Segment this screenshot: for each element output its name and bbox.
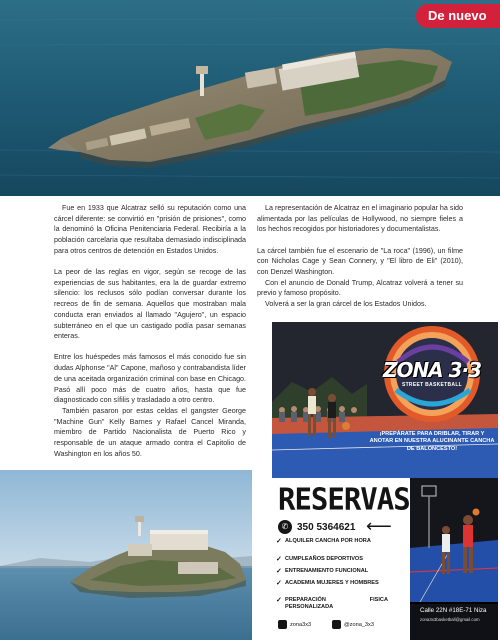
paragraph: La cárcel también fue el escenario de "La roca" (1996), un filme con Nicholas Cage y Sean Connery, y "El libro de Eli" (2010), con Denzel Washington. bbox=[257, 246, 463, 277]
zona3x3-advertisement[interactable] bbox=[272, 322, 498, 640]
players-photo bbox=[410, 478, 498, 602]
phone-number: 350 5364621 bbox=[297, 521, 356, 533]
article-left-column bbox=[54, 203, 246, 459]
arrow-left-icon: ⟵ bbox=[366, 516, 392, 536]
service-item: ✓ CUMPLEAÑOS DEPORTIVOS bbox=[276, 556, 364, 563]
phone-icon: ✆ bbox=[278, 520, 292, 534]
check-icon: ✓ bbox=[276, 538, 282, 545]
paragraph: La peor de las reglas en vigor, según se recoge de las experiencias de sus habitantes, era la de guardar extremo silencio: los reclusos sólo podían conversar durante los recreos de fin de semana. Aquellos que mostraban mala conducta eran enviados al llamado "Agujero", un espacio subterráneo en el que un castigado podía pasar semanas enteras. bbox=[54, 268, 246, 341]
ad-promo-text: ¡PREPÁRATE PARA DRIBLAR, TIRAR Y ANOTAR EN NUESTRA ALUCINANTE CANCHA DE BALONCESTO! bbox=[369, 431, 495, 452]
service-item: ✓ ACADEMIA MUJERES Y HOMBRES bbox=[276, 580, 379, 587]
facebook-icon bbox=[332, 620, 341, 629]
paragraph: Fue en 1933 que Alcatraz selló su reputación como una cárcel diferente: se convirtió en "prisión de prisiones", como la denominó la Oficina Penitenciaria Federal. Recibiría a la población carcelaria que resultaba demasiado indisciplinada para otros centros de detención en Estados Unidos. bbox=[54, 204, 246, 255]
service-item: ✓ PREPARACIÓN FISICA PERSONALIZADA bbox=[276, 597, 388, 610]
phone-line[interactable] bbox=[278, 520, 355, 534]
paragraph: Con el anuncio de Donald Trump, Alcatraz volverá a tener su previo y famoso propósito. bbox=[257, 278, 463, 298]
zona3x3-logo-title: ZONA 3·3 bbox=[382, 358, 482, 382]
facebook-link[interactable]: @zona_3x3 bbox=[332, 620, 374, 629]
address-box bbox=[410, 604, 498, 640]
instagram-link[interactable]: zona3x3 bbox=[278, 620, 311, 629]
basketball-court-photo bbox=[272, 322, 498, 482]
paragraph: La representación de Alcatraz en el imaginario popular ha sido alimentada por las películas de Hollywood, no siempre fieles a los hechos recogidos por historiadores y documentalistas. bbox=[257, 204, 463, 234]
check-icon: ✓ bbox=[276, 597, 282, 604]
alcatraz-aerial-photo bbox=[0, 0, 500, 196]
instagram-icon bbox=[278, 620, 287, 629]
reservations-title: RESERVAS bbox=[278, 481, 410, 517]
paragraph: También pasaron por estas celdas el gangster George "Machine Gun" Kelly Barnes y Rafael Cancel Miranda, miembro de Partido Nacionalista de Puerto Rico y responsable de un ataque armado contra el Capitolio de Washington en los años 50. bbox=[54, 406, 246, 458]
email: zona3x3basketball@gmail.com bbox=[420, 617, 480, 622]
alcatraz-island-photo bbox=[0, 470, 252, 640]
article-right-column bbox=[257, 203, 463, 310]
reservation-panel bbox=[272, 478, 410, 640]
service-item: ✓ ENTRENAMIENTO FUNCIONAL bbox=[276, 568, 369, 575]
section-badge: De nuevo bbox=[416, 4, 500, 28]
check-icon: ✓ bbox=[276, 556, 282, 563]
zona3x3-logo-subtitle: STREET BASKETBALL bbox=[401, 382, 463, 388]
service-item: ✓ ALQUILER CANCHA POR HORA bbox=[276, 538, 371, 545]
check-icon: ✓ bbox=[276, 568, 282, 575]
paragraph: Entre los huéspedes más famosos el más conocido fue sin dudas Alphonse "Al" Capone, mañoso y contrabandista líder de una aceitada organización criminal con base en Chicago. Pasó allí poco más de cuatro años, hasta que fue diagnosticado con sífilis y trasladado a otro centro. bbox=[54, 353, 246, 405]
paragraph: Volverá a ser la gran cárcel de los Estados Unidos. bbox=[265, 300, 427, 309]
check-icon: ✓ bbox=[276, 580, 282, 587]
address: Calle 22N #18E-71 Niza bbox=[420, 607, 487, 614]
